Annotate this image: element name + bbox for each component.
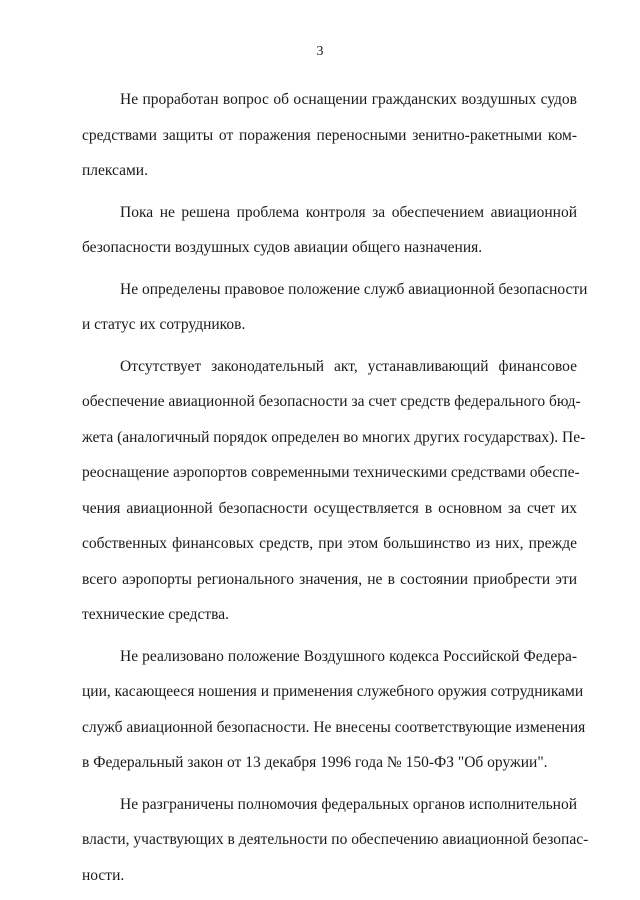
text-line: Отсутствует законодательный акт, устанавливающий финансовое: [120, 357, 577, 375]
text-line: и статус их сотрудников.: [82, 316, 246, 333]
text-line: в Федеральный закон от 13 декабря 1996 года № 150-ФЗ "Об оружии".: [82, 754, 548, 771]
text-line: служб авиационной безопасности. Не внесены соответствующие изменения: [82, 718, 586, 736]
text-line: Не реализовано положение Воздушного кодекса Российской Федера-: [120, 647, 577, 665]
text-line: реоснащение аэропортов современными техническими средствами обеспе-: [82, 464, 580, 481]
text-line: Пока не решена проблема контроля за обеспечением авиационной: [120, 203, 577, 221]
text-line: ции, касающееся ношения и применения служебного оружия сотрудниками: [82, 683, 584, 700]
text-line: средствами защиты от поражения переносными зенитно-ракетными ком-: [82, 126, 577, 144]
paragraph: [82, 787, 589, 894]
page-number: 3: [316, 44, 324, 59]
paragraph: [82, 82, 577, 189]
text-line: Не разграничены полномочия федеральных органов исполнительной: [120, 795, 577, 813]
text-line: жета (аналогичный порядок определен во многих других государствах). Пе-: [82, 428, 586, 446]
text-line: плексами.: [82, 162, 148, 179]
text-line: всего аэропорты регионального значения, не в состоянии приобрести эти: [82, 570, 577, 588]
text-line: Не проработан вопрос об оснащении гражданских воздушных судов: [120, 91, 577, 108]
text-line: ности.: [82, 866, 125, 884]
text-line: обеспечение авиационной безопасности за счет средств федерального бюд-: [82, 393, 581, 410]
text-line: собственных финансовых средств, при этом большинство из них, прежде: [82, 535, 577, 552]
text-line: чения авиационной безопасности осуществляется в основном за счет их: [82, 499, 577, 517]
paragraph: [82, 349, 586, 633]
document-body: [82, 82, 589, 899]
text-line: Не определены правовое положение служб авиационной безопасности: [120, 280, 588, 298]
text-line: безопасности воздушных судов авиации общего назначения.: [82, 239, 483, 256]
text-line: власти, участвующих в деятельности по обеспечению авиационной безопас-: [82, 831, 589, 848]
paragraph: [82, 639, 586, 781]
paragraph: [82, 195, 577, 266]
paragraph: [82, 272, 588, 343]
text-line: технические средства.: [82, 606, 230, 623]
